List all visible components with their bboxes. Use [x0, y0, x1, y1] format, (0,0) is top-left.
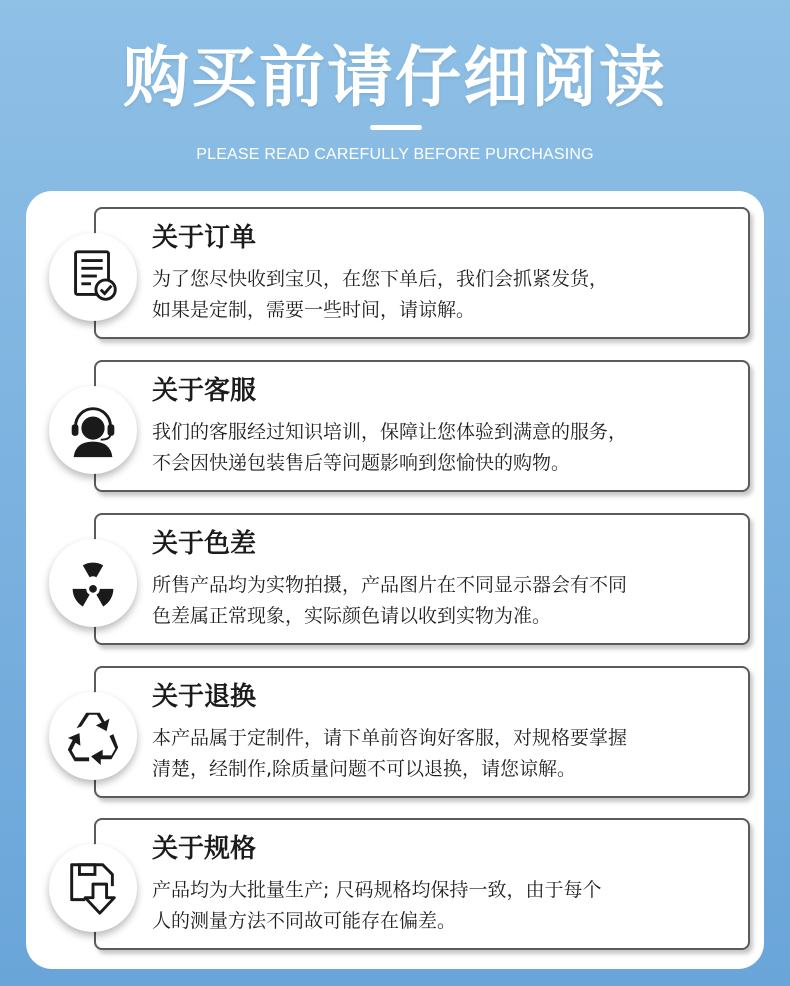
section-service-title: 关于客服: [152, 376, 257, 406]
section-service-line-2: 不会因快递包装售后等问题影响到您愉快的购物。: [152, 452, 571, 474]
title-underline: [370, 125, 422, 130]
section-order-line-2: 如果是定制，需要一些时间，请谅解。: [152, 299, 476, 321]
section-service-icon-badge: [49, 386, 137, 474]
headset-agent-icon: [62, 399, 124, 461]
section-returns-icon-badge: [49, 692, 137, 780]
section-order-title: 关于订单: [152, 223, 257, 253]
section-color-icon-badge: [49, 539, 137, 627]
section-specs-card: [94, 818, 750, 950]
section-specs-text: [152, 875, 742, 937]
section-color-text: [152, 570, 742, 632]
page-title: 购买前请仔细阅读: [123, 39, 667, 116]
document-check-icon: [62, 246, 124, 308]
radiation-icon: [62, 552, 124, 614]
section-specs-icon-badge: [49, 844, 137, 932]
section-order-card: [94, 207, 750, 339]
section-order-line-1: 为了您尽快收到宝贝，在您下单后，我们会抓紧发货，: [152, 268, 609, 290]
section-returns-text: [152, 723, 742, 785]
section-service-line-1: 我们的客服经过知识培训，保障让您体验到满意的服务，: [152, 421, 628, 443]
section-color-title: 关于色差: [152, 529, 257, 559]
section-specs-title: 关于规格: [152, 834, 257, 864]
section-color-line-2: 色差属正常现象，实际颜色请以收到实物为准。: [152, 605, 552, 627]
section-color-line-1: 所售产品均为实物拍摄，产品图片在不同显示器会有不同: [152, 574, 628, 596]
section-specs-line-1: 产品均为大批量生产; 尺码规格均保持一致，由于每个: [152, 879, 602, 901]
section-order-text: [152, 264, 742, 326]
section-color-card: [94, 513, 750, 645]
page-subtitle: PLEASE READ CAREFULLY BEFORE PURCHASING: [196, 146, 594, 163]
section-specs-line-2: 人的测量方法不同故可能存在偏差。: [152, 910, 457, 932]
section-returns-line-1: 本产品属于定制件，请下单前咨询好客服，对规格要掌握: [152, 727, 628, 749]
section-service-text: [152, 417, 742, 479]
section-returns-card: [94, 666, 750, 798]
section-order-icon-badge: [49, 233, 137, 321]
download-box-icon: [62, 857, 124, 919]
section-service-card: [94, 360, 750, 492]
section-returns-title: 关于退换: [152, 682, 257, 712]
recycle-icon: [62, 705, 124, 767]
section-returns-line-2: 清楚，经制作,除质量问题不可以退换，请您谅解。: [152, 758, 577, 780]
